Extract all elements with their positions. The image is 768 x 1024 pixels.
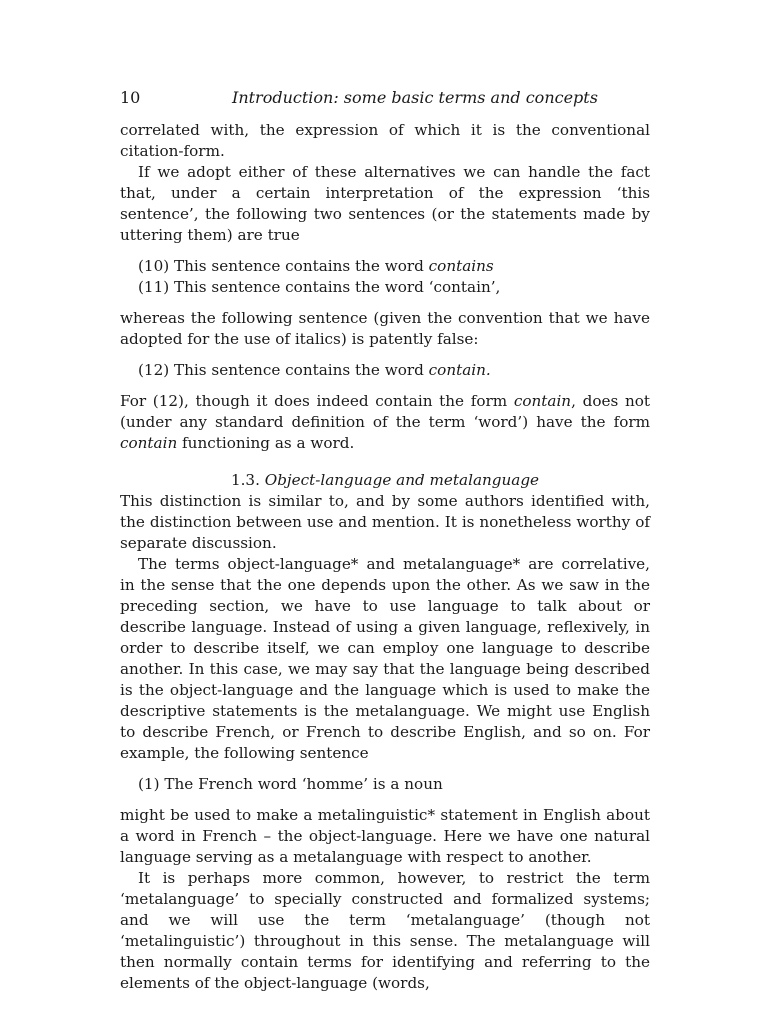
example-number: (1): [138, 775, 160, 793]
example-number: (12): [138, 361, 170, 379]
example-number: (11): [138, 278, 170, 296]
example-text: This sentence contains the word: [174, 257, 429, 275]
paragraph: The terms object-language* and metalanguage* are correlative, in the sense that the one depends upon the other. As we saw in the preceding section, we have to use language to talk about or describe language. Instead of using a given language, reflexively, in order to describe itself, we can employ one language to describe another. In this case, we may say that the language being described is the object-language and the language which is used to make the descriptive statements is the metalanguage. We might use English to describe French, or French to describe English, and so on. For example, the following sentence: [120, 555, 650, 762]
text-span: For (12), though it does indeed contain the form: [120, 392, 514, 410]
page-number: 10: [120, 88, 141, 107]
example-italic-word: contain.: [428, 361, 491, 379]
paragraph: It is perhaps more common, however, to restrict the term ‘metalanguage’ to specially constructed and formalized systems; and we will use the term ‘metalanguage’ (though not ‘metalinguistic’) throughout in this sense. The metalanguage will then normally contain terms for identifying and referring to the elements of the object-language (words,: [120, 869, 650, 992]
paragraph: whereas the following sentence (given the convention that we have adopted for the use of italics) is patently false:: [120, 309, 650, 348]
example-italic-word: contains: [428, 257, 494, 275]
page-body: [120, 120, 650, 994]
example-11: [120, 277, 650, 298]
example-text: This sentence contains the word: [174, 361, 429, 379]
example-text: This sentence contains the word ‘contain’,: [174, 278, 501, 296]
section-heading: [120, 470, 650, 491]
paragraph: might be used to make a metalinguistic* statement in English about a word in French – the object-language. Here we have one natural language serving as a metalanguage with respect to another.: [120, 806, 650, 866]
example-12: [120, 360, 650, 381]
text-span: functioning as a word.: [177, 434, 355, 452]
italic-word: contain: [513, 392, 572, 410]
paragraph: If we adopt either of these alternatives we can handle the fact that, under a certain interpretation of the expression ‘this sentence’, the following two sentences (or the statements made by uttering them) are true: [120, 163, 650, 244]
paragraph: correlated with, the expression of which it is the conventional citation-form.: [120, 121, 650, 160]
example-10: [120, 256, 650, 277]
italic-word: contain: [120, 434, 178, 452]
example-number: (10): [138, 257, 170, 275]
running-title: Introduction: some basic terms and concepts: [232, 88, 598, 107]
text-span: , does not (under any standard definition of the term ‘word’) have the form: [120, 392, 650, 431]
section-number: 1.3.: [230, 471, 260, 489]
example-1: [120, 774, 650, 795]
paragraph: This distinction is similar to, and by some authors identified with, the distinction between use and mention. It is nonetheless worthy of separate discussion.: [120, 492, 650, 552]
example-text: The French word ‘homme’ is a noun: [164, 775, 443, 793]
paragraph: [120, 391, 650, 454]
section-title: Object-language and metalanguage: [264, 471, 540, 489]
